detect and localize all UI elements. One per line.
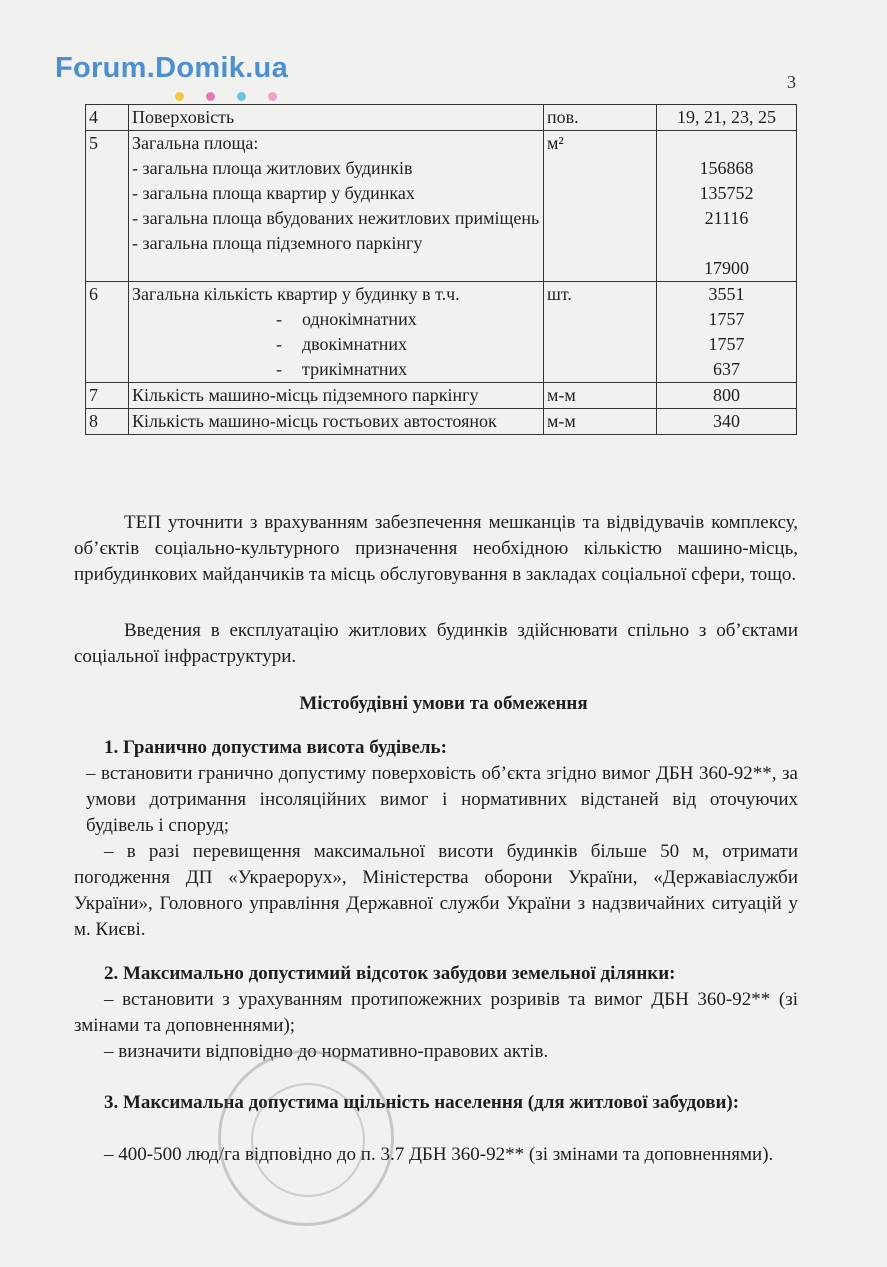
row-number: 4 [86,105,129,131]
row-name [129,131,544,282]
paragraph-text: – визначити відповідно до нормативно-правових актів. [104,1041,549,1062]
row-subline-text: трикімнатних [302,359,408,379]
table-row [86,383,797,409]
row-line: - загальна площа житлових будинків [132,158,413,178]
paragraph-text: – в разі перевищення максимальної висоти будинків більше 50 м, отримати погодження ДП «Украерорух», Міністерства оборони України, «Державіаслужби України», Головного управління Державної служби України з надзвичайних ситуацій у м. Києві. [74,841,798,940]
watermark-logo: Forum.Domik.ua [55,52,288,84]
row-subline: - однокімнатних [276,309,417,329]
row-unit: м² [544,131,657,282]
section-3-item-1 [74,1142,798,1168]
section-1-title: 1. Гранично допустима висота будівель: [104,737,447,758]
tep-table [85,104,797,435]
row-subline-text: двокімнатних [302,334,407,354]
row-value-line: 1757 [708,309,745,329]
paragraph-text: – 400-500 люд/га відповідно до п. 3.7 ДБН 360-92** (зі змінами та доповненнями). [104,1144,774,1165]
paragraph-text: – встановити з урахуванням протипожежних розривів та вимог ДБН 360-92** (зі змінами та доповненнями); [74,989,798,1036]
row-value-line: 637 [713,359,740,379]
row-line: - загальна площа підземного паркінгу [132,233,423,253]
row-value: 800 [657,383,797,409]
paragraph-text: 3. Максимальна допустима щільність населення (для житлової забудови): [104,1092,740,1113]
row-subline: - двокімнатних [276,334,407,354]
row-value-line: 135752 [699,183,754,203]
row-line: Загальна кількість квартир у будинку в т.ч. [132,284,460,304]
table-row [86,131,797,282]
section-1-item-1: – встановити гранично допустиму поверховість об’єкта згідно вимог ДБН 360-92**, за умови дотримання інсоляційних вимог і нормативних відстаней від оточуючих будівель і споруд; [86,763,798,836]
row-number: 7 [86,383,129,409]
dot-yellow [175,92,184,101]
section-3-title [74,1090,798,1116]
paragraph-text: Введения в експлуатацію житлових будинків здійснювати спільно з об’єктами соціальної інфраструктури. [74,620,798,667]
row-number: 5 [86,131,129,282]
section-2-title: 2. Максимально допустимий відсоток забудови земельної ділянки: [104,963,676,984]
section-1-item-2 [74,839,798,943]
row-value [657,131,797,282]
row-value-line: 21116 [704,208,749,228]
row-name: Кількість машино-місць підземного паркінгу [129,383,544,409]
row-line: Загальна площа: [132,133,259,153]
page-number: 3 [787,72,796,92]
row-value-line: 156868 [699,158,754,178]
table-row [86,282,797,383]
row-name: Поверховість [129,105,544,131]
row-line: - загальна площа вбудованих нежитлових приміщень [132,208,540,228]
section-heading: Містобудівні умови та обмеження [299,693,588,714]
paragraph-commissioning [74,618,798,670]
table-row [86,409,797,435]
dot-pink [206,92,215,101]
row-value-line: 1757 [708,334,745,354]
row-number: 6 [86,282,129,383]
paragraph-text: ТЕП уточнити з врахуванням забезпечення мешканців та відвідувачів комплексу, об’єктів соціально-культурного призначення необхідною кількістю машино-місць, прибудинкових майданчиків та місць обслуговування в закладах соціальної сфери, тощо. [74,512,798,585]
row-unit: шт. [544,282,657,383]
row-name [129,282,544,383]
dot-blue [237,92,246,101]
section-2-item-1 [74,987,798,1039]
row-name: Кількість машино-місць гостьових автостоянок [129,409,544,435]
stamp-inner-ring [251,1083,365,1197]
table-row [86,105,797,131]
row-unit: м-м [544,409,657,435]
row-number: 8 [86,409,129,435]
row-value: 19, 21, 23, 25 [657,105,797,131]
row-subline: - трикімнатних [276,359,408,379]
row-value-line: 17900 [704,258,749,278]
row-subline-text: однокімнатних [302,309,417,329]
official-stamp [218,1050,394,1226]
row-unit: пов. [544,105,657,131]
row-value: 340 [657,409,797,435]
section-2-item-2 [74,1039,798,1065]
row-value [657,282,797,383]
row-value-line: 3551 [708,284,745,304]
row-line: - загальна площа квартир у будинках [132,183,415,203]
row-unit: м-м [544,383,657,409]
paragraph-tep [74,510,798,588]
dot-light-pink [268,92,277,101]
